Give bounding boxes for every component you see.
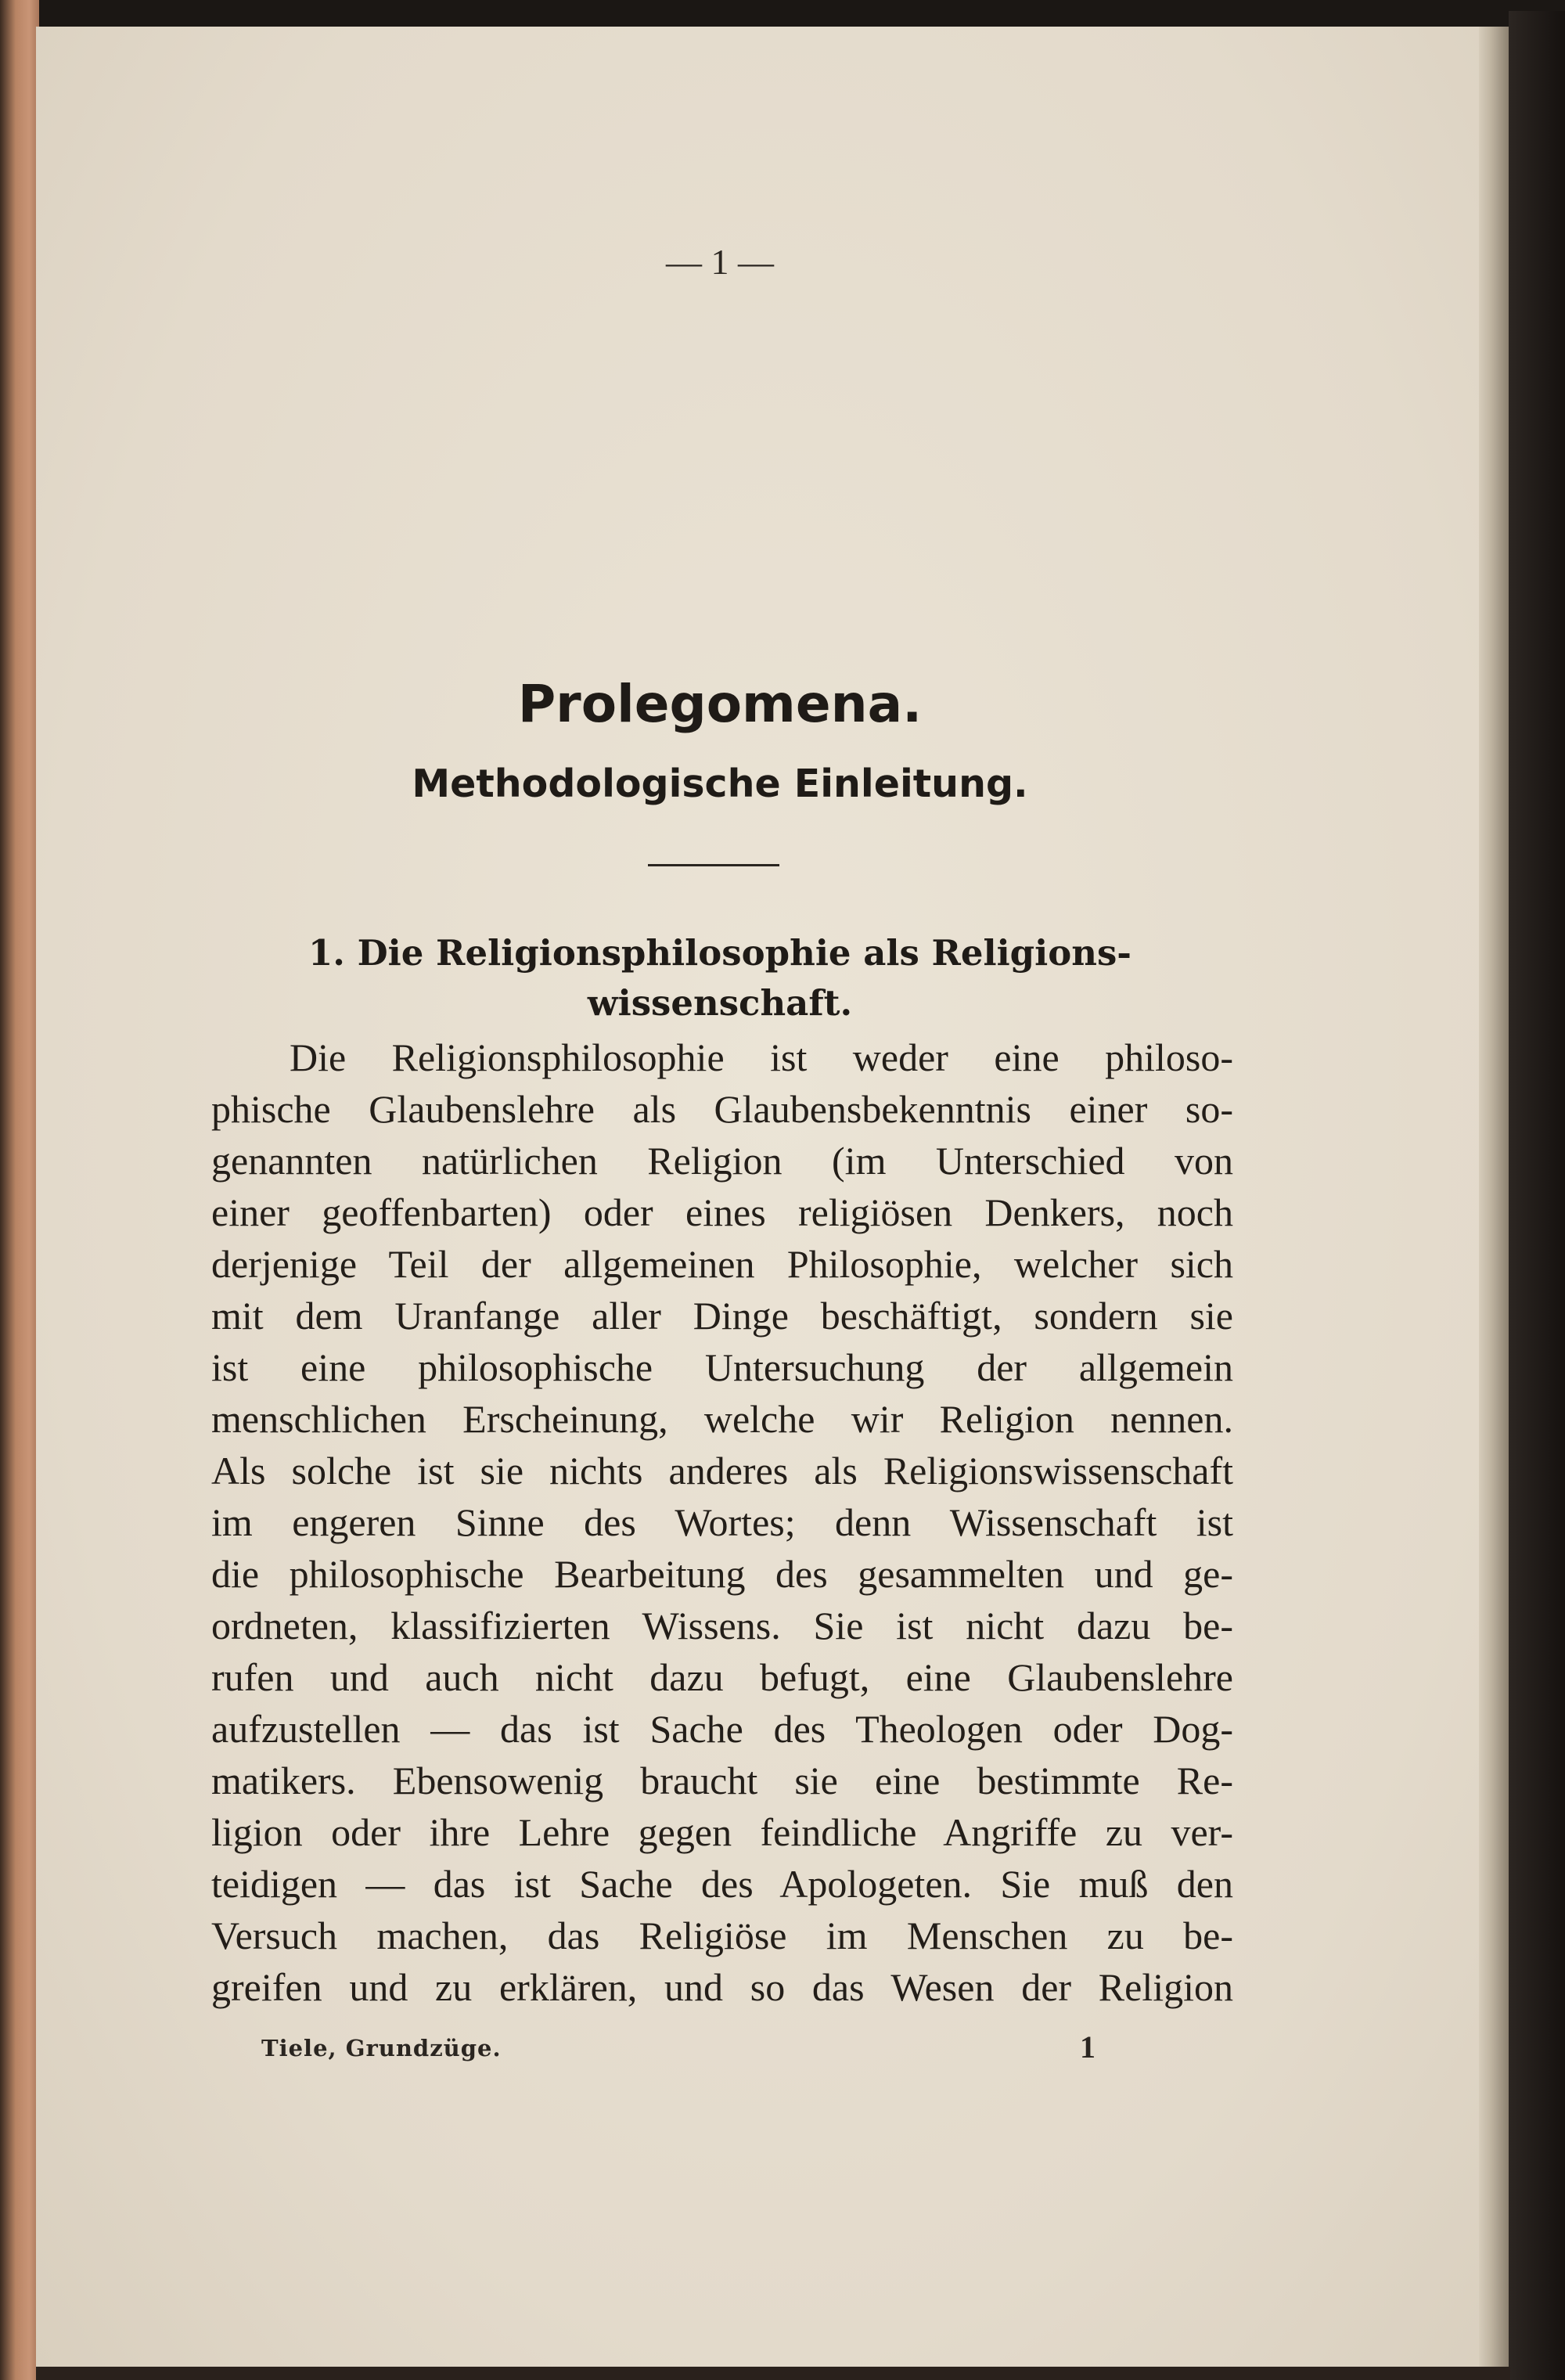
text-line: matikers. Ebensowenig braucht sie eine bestimmte Re- <box>211 1759 1233 1802</box>
text-line: mit dem Uranfange aller Dinge beschäftigt, sondern sie <box>211 1294 1233 1338</box>
page-title: Prolegomena. <box>517 674 923 734</box>
text-line: ist eine philosophische Untersuchung der allgemein <box>211 1345 1233 1389</box>
text-line: greifen und zu erklären, und so das Wesen der Religion <box>211 1965 1233 2009</box>
text-line: ligion oder ihre Lehre gegen feindliche Angriffe zu ver- <box>211 1810 1233 1854</box>
page-subtitle: Methodologische Einleitung. <box>412 762 1028 806</box>
text-line: Versuch machen, das Religiöse im Menschen zu be- <box>211 1914 1233 1957</box>
text-line: teidigen — das ist Sache des Apologeten. Sie muß den <box>211 1862 1233 1906</box>
page-bottom-shadow <box>36 2367 1510 2380</box>
section-heading-line-1: 1. Die Religionsphilosophie als Religions- <box>308 932 1131 974</box>
text-line: phische Glaubenslehre als Glaubensbekenntnis einer so- <box>211 1087 1233 1131</box>
text-line: derjenige Teil der allgemeinen Philosophie, welcher sich <box>211 1242 1233 1286</box>
body-paragraph <box>211 1032 1233 2013</box>
text-line: Als solche ist sie nichts anderes als Religionswissenschaft <box>211 1449 1233 1492</box>
section-heading <box>235 928 1205 1028</box>
text-line: ordneten, klassifizierten Wissens. Sie ist nicht dazu be- <box>211 1604 1233 1647</box>
text-line: genannten natürlichen Religion (im Unterschied von <box>211 1139 1233 1183</box>
text-line: einer geoffenbarten) oder eines religiösen Denkers, noch <box>211 1190 1233 1234</box>
section-divider <box>648 864 779 866</box>
section-heading-line-2: wissenschaft. <box>587 982 853 1024</box>
printer-signature: Tiele, Grundzüge. <box>261 2035 502 2061</box>
page-number: — 1 — <box>666 242 774 282</box>
page-edges <box>1479 27 1509 2367</box>
text-line: Die Religionsphilosophie ist weder eine philoso- <box>290 1035 1233 1079</box>
sheet-number: 1 <box>1080 2029 1096 2065</box>
text-line: die philosophische Bearbeitung des gesammelten und ge- <box>211 1552 1233 1596</box>
book-spine-left <box>0 0 39 2380</box>
text-line: aufzustellen — das ist Sache des Theologen oder Dog- <box>211 1707 1233 1751</box>
text-line: rufen und auch nicht dazu befugt, eine Glaubenslehre <box>211 1655 1233 1699</box>
book-cover-right <box>1509 11 1565 2380</box>
text-line: menschlichen Erscheinung, welche wir Religion nennen. <box>211 1397 1233 1441</box>
text-line: im engeren Sinne des Wortes; denn Wissenschaft ist <box>211 1500 1233 1544</box>
